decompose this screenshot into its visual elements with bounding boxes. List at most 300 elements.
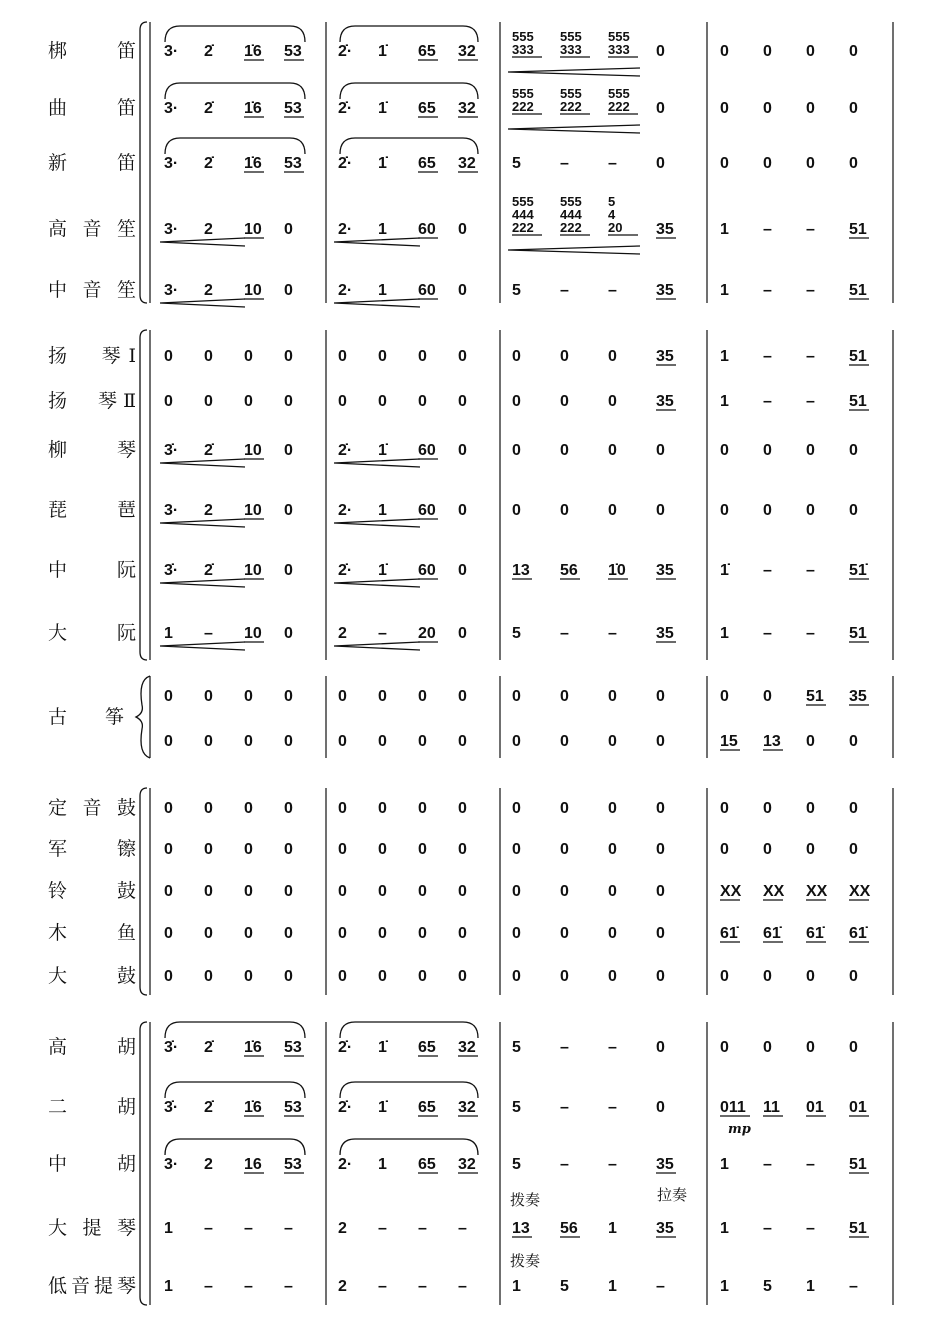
note: 1̇ [378,100,387,117]
note: 51 [849,1156,867,1173]
note: 0 [656,925,665,942]
note: 0 [284,800,293,817]
note: 53 [284,1099,302,1116]
note: – [806,1156,815,1173]
note: 0 [806,733,815,750]
note: 0 [284,688,293,705]
note: 5 [512,1156,521,1173]
note: 0 [720,502,729,519]
note: 0 [608,733,617,750]
slur [340,1022,478,1038]
note: 0 [418,883,427,900]
note: 0 [338,393,347,410]
note: 0 [608,883,617,900]
note: 35 [656,393,674,410]
note: 51̇ [849,562,867,579]
note: – [204,625,213,642]
instrument-label: 柳 琴 [48,439,136,461]
crescendo-hairpin [334,459,420,467]
pizz-marking-cello: 拨奏 [510,1191,541,1209]
note: 0 [284,393,293,410]
system-bracket [140,330,147,660]
slur [165,1022,305,1038]
note: 2̇· [338,1039,353,1056]
slur [340,1082,478,1098]
note: – [763,625,772,642]
note: 0 [458,348,467,365]
note: 2· [338,502,353,519]
note: 60 [418,502,436,519]
note: 0 [284,968,293,985]
instrument-label: 大提琴 [48,1217,136,1239]
chord-note: 333 [560,42,582,57]
note: 53 [284,155,302,172]
crescendo-hairpin [508,125,640,133]
note: 0 [560,688,569,705]
note: 1 [378,282,387,299]
note: 0 [560,883,569,900]
note: 0 [560,348,569,365]
note: 0 [849,841,858,858]
note: 0 [458,688,467,705]
note: 32 [458,155,476,172]
note: 0 [806,43,815,60]
note: 2 [338,625,347,642]
note: 0 [458,393,467,410]
note: XX [763,883,785,900]
note: 0 [849,442,858,459]
note: 0 [418,800,427,817]
note: 0 [164,800,173,817]
crescendo-hairpin [334,238,420,246]
note: 35 [656,348,674,365]
note: 0 [560,841,569,858]
note: 0 [244,800,253,817]
instrument-label: 中 阮 [48,559,136,581]
note: 0 [720,100,729,117]
note: 0 [204,733,213,750]
instrument-label: 扬 琴Ⅰ [48,345,136,367]
chord-note: 555 [560,86,582,101]
note: 3̇· [164,1039,179,1056]
note: 1 [608,1220,617,1237]
note: – [763,1156,772,1173]
note: 1̇ [378,155,387,172]
note: – [204,1278,213,1295]
note: 2 [204,282,213,299]
note: 0 [418,841,427,858]
note: 2̇· [338,442,353,459]
note: 0 [720,841,729,858]
note: 0 [244,733,253,750]
instrument-label: 高音笙 [48,218,136,240]
note: 0 [338,348,347,365]
note: 0 [418,688,427,705]
note: 0 [338,800,347,817]
note: 0 [204,841,213,858]
note: 0 [512,841,521,858]
note: 3· [164,43,179,60]
note: 0 [656,800,665,817]
note: – [418,1220,427,1237]
note: 1 [378,1156,387,1173]
note: 5 [512,155,521,172]
note: 51 [849,221,867,238]
note: 0 [164,841,173,858]
note: 01 [849,1099,867,1116]
note: 0 [608,841,617,858]
note: – [763,282,772,299]
note: 5 [560,1278,569,1295]
note: 0 [656,733,665,750]
instrument-label: 扬 琴Ⅱ [48,390,136,412]
instrument-label: 琵 琶 [48,499,136,521]
note: 0 [204,968,213,985]
note: 32 [458,1099,476,1116]
note: 51 [849,393,867,410]
note: – [608,1099,617,1116]
note: 0 [284,282,293,299]
note: – [284,1220,293,1237]
crescendo-hairpin [160,519,245,527]
note: 35 [656,562,674,579]
note: 60 [418,442,436,459]
note: 1 [806,1278,815,1295]
note: 0 [806,841,815,858]
note: 1 [512,1278,521,1295]
note: – [244,1278,253,1295]
note: 60 [418,562,436,579]
note: 0 [806,100,815,117]
note: 3· [164,155,179,172]
instrument-label: 军 镲 [48,838,136,860]
chord-note: 444 [512,207,534,222]
note: 0 [608,688,617,705]
note: 0 [720,43,729,60]
note: 2 [204,1156,213,1173]
note: 0 [164,688,173,705]
note: 10 [244,562,262,579]
instrument-label: 中音笙 [48,279,136,301]
note: – [763,348,772,365]
markings [510,1122,751,1270]
crescendo-hairpin [160,459,245,467]
note: 60 [418,221,436,238]
instrument-label: 中 胡 [48,1153,136,1175]
note: 0 [458,883,467,900]
note: 61̇ [806,925,824,942]
instrument-label: 低音提琴 [48,1275,136,1297]
note: 1 [720,625,729,642]
note: 0 [720,1039,729,1056]
note: 32 [458,1039,476,1056]
note: – [806,625,815,642]
note: 0 [608,348,617,365]
note: 0 [512,393,521,410]
crescendo-hairpin [160,642,245,650]
note: 3̇· [164,562,179,579]
note: 0 [806,502,815,519]
note: 0 [458,282,467,299]
note: 0 [284,625,293,642]
note: 0 [849,968,858,985]
note: 0 [204,883,213,900]
note: 0 [458,625,467,642]
note: 2̇· [338,43,353,60]
note: 0 [244,925,253,942]
note: 53 [284,1156,302,1173]
instrument-label: 古 筝 [48,706,125,728]
note: 0 [338,688,347,705]
chord-note: 555 [512,29,534,44]
chord-note: 333 [512,42,534,57]
note: 0 [608,968,617,985]
slur [340,138,478,154]
note: 0 [849,100,858,117]
note: – [378,1220,387,1237]
note: 0 [656,43,665,60]
note: 0 [284,733,293,750]
note: 0 [284,442,293,459]
note: 0 [656,155,665,172]
note: 0 [378,925,387,942]
note: 32 [458,100,476,117]
note: 11 [763,1099,780,1116]
note: 0 [763,43,772,60]
note: 0 [338,841,347,858]
note: 0 [560,925,569,942]
note: 1 [164,625,173,642]
system-bracket [140,1022,147,1305]
note: 61̇ [720,925,738,942]
note: 0 [204,348,213,365]
note: 0 [512,688,521,705]
slur [165,1082,305,1098]
note: 2 [204,221,213,238]
note: 2̇· [338,100,353,117]
note: 0 [560,393,569,410]
instrument-label: 大 阮 [48,622,136,644]
dynamic-mp: mp [728,1122,751,1137]
note: 0 [284,925,293,942]
slur [165,138,305,154]
note: 0 [849,1039,858,1056]
note: 1 [720,1220,729,1237]
note: 53 [284,100,302,117]
note: 0 [512,883,521,900]
note: 35 [656,625,674,642]
chord-note: 555 [560,194,582,209]
note: 2̇ [204,1099,213,1116]
note: 2̇ [204,100,213,117]
note: 0 [378,733,387,750]
crescendo-hairpin [508,246,640,254]
note: 0 [164,968,173,985]
note: 5 [512,282,521,299]
note: 15 [720,733,738,750]
arco-marking-cello: 拉奏 [657,1186,688,1204]
note: 0 [204,800,213,817]
note: 1 [720,221,729,238]
note: 5 [512,625,521,642]
note: 0 [244,393,253,410]
note: XX [806,883,828,900]
note: 0 [458,562,467,579]
note: 0 [763,968,772,985]
slur [165,1139,305,1155]
note: 2 [338,1220,347,1237]
note: 0 [560,442,569,459]
note: 1̇6 [244,1039,262,1056]
note: 0 [418,733,427,750]
note: 0 [204,925,213,942]
chord-note: 555 [560,29,582,44]
note: 0 [656,442,665,459]
note: 0 [763,155,772,172]
note: 0 [418,393,427,410]
note: 0 [560,733,569,750]
note: 0 [656,100,665,117]
note: 1̇ [378,1099,387,1116]
note: 65 [418,1039,436,1056]
note: 35 [849,688,867,705]
chord-note: 5 [608,194,616,209]
note: 0 [164,733,173,750]
note: 0 [763,800,772,817]
note: 53 [284,1039,302,1056]
note: 3· [164,221,179,238]
note: 0 [512,348,521,365]
note: – [244,1220,253,1237]
note: – [608,1156,617,1173]
note: 0 [608,925,617,942]
note: XX [720,883,742,900]
note: 0 [378,841,387,858]
system-bracket [140,22,147,303]
note: 0 [164,883,173,900]
chord-note: 222 [560,220,582,235]
note: 0 [656,968,665,985]
note: 0 [244,841,253,858]
note: 56 [560,562,578,579]
note: 0 [458,502,467,519]
chord-note: 333 [608,42,630,57]
note: 0 [512,968,521,985]
note: – [458,1220,467,1237]
note: 3· [164,1156,179,1173]
note: 1̇6 [244,43,262,60]
instrument-label: 高 胡 [48,1036,136,1058]
chord-note: 555 [608,29,630,44]
note: 0 [806,968,815,985]
note: 0 [458,800,467,817]
note: – [418,1278,427,1295]
note-content [160,26,871,1295]
slur [340,1139,478,1155]
note: – [378,625,387,642]
note: 0 [849,502,858,519]
note: 61̇ [763,925,781,942]
note: 0 [164,925,173,942]
note: 1 [720,393,729,410]
note: – [608,1039,617,1056]
note: 0 [656,502,665,519]
system-bracket [140,788,147,995]
note: 0 [512,733,521,750]
note: – [560,1099,569,1116]
note: – [608,155,617,172]
note: 011 [720,1099,746,1116]
note: – [806,393,815,410]
note: 5 [763,1278,772,1295]
note: 56 [560,1220,578,1237]
note: 0 [720,442,729,459]
note: 0 [512,800,521,817]
chord-note: 222 [512,220,534,235]
slur [165,83,305,99]
note: 0 [244,968,253,985]
note: 35 [656,221,674,238]
note: – [763,393,772,410]
note: 0 [512,442,521,459]
note: 3̇· [164,1099,179,1116]
note: 2̇ [204,1039,213,1056]
note: 0 [560,502,569,519]
instrument-label: 二 胡 [48,1096,136,1118]
note: – [204,1220,213,1237]
note: 0 [720,968,729,985]
note: 65 [418,1156,436,1173]
crescendo-hairpin [508,68,640,76]
note: 35 [656,1220,674,1237]
note: 0 [164,348,173,365]
note: – [378,1278,387,1295]
note: 1 [164,1278,173,1295]
note: 3· [164,502,179,519]
note: 0 [849,800,858,817]
note: 0 [458,841,467,858]
note: 0 [458,442,467,459]
note: – [560,155,569,172]
note: – [656,1278,665,1295]
note: 0 [806,1039,815,1056]
chord-note: 444 [560,207,582,222]
note: 0 [720,155,729,172]
note: 1 [720,282,729,299]
note: 65 [418,100,436,117]
note: 2̇· [338,155,353,172]
note: 0 [244,688,253,705]
note: 0 [418,925,427,942]
note: – [763,1220,772,1237]
note: 01 [806,1099,824,1116]
note: – [806,282,815,299]
note: 51 [806,688,824,705]
note: 0 [608,442,617,459]
note: 2̇· [338,562,353,579]
note: 0 [806,155,815,172]
note: 0 [763,502,772,519]
note: 51 [849,348,867,365]
note: 0 [656,883,665,900]
pizz-marking-bass: 拨奏 [510,1252,541,1270]
note: – [806,348,815,365]
note: 60 [418,282,436,299]
note: 0 [284,502,293,519]
note: 0 [720,800,729,817]
note: 0 [763,688,772,705]
note: 0 [284,348,293,365]
